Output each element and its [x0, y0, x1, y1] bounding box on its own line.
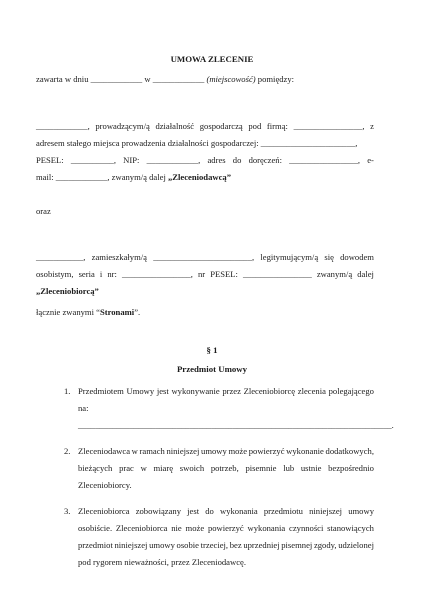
word: nie: [171, 523, 182, 533]
word: niniejszej: [166, 446, 200, 456]
word: umowy: [149, 540, 175, 550]
word: jest: [156, 386, 169, 396]
word: ________________,: [293, 121, 365, 131]
word: udzielonej: [338, 540, 374, 550]
word: ustnie: [300, 463, 322, 473]
word: wykonywanie: [171, 386, 220, 396]
parties-suffix: ”.: [134, 307, 141, 317]
word: zgody,: [313, 540, 337, 550]
word: zamieszkałym/ą: [91, 252, 147, 262]
word: ________________,: [289, 155, 361, 165]
word: e-: [367, 155, 374, 165]
word: osobie: [176, 540, 199, 550]
intro-prefix: zawarta w dniu: [36, 74, 91, 84]
word: się: [324, 252, 334, 262]
word: umowy: [201, 446, 227, 456]
section-symbol: § 1: [206, 345, 218, 355]
word: __________,: [70, 155, 116, 165]
oraz-text: oraz: [36, 206, 51, 216]
place-blank: ____________: [152, 74, 205, 84]
word: zwanym/ą: [316, 269, 353, 279]
word: Zleceniodawca: [78, 446, 131, 456]
parties-term: Stronami: [99, 307, 135, 317]
word: i: [99, 269, 103, 279]
word: zobowiązany: [135, 506, 182, 516]
word: pod: [248, 121, 262, 131]
word: zlecenia: [297, 386, 326, 396]
word: adres: [207, 155, 226, 165]
word: dalej: [357, 269, 374, 279]
word: w: [140, 463, 147, 473]
word: umowy: [348, 506, 374, 516]
contractor-line-2: adresem stałego miejsca prowadzenia działalności gospodarczej: ______________________,: [36, 138, 358, 148]
word: ramach: [139, 446, 165, 456]
word: powierzyć: [248, 446, 285, 456]
word: legitymującym/ą: [260, 252, 319, 262]
word: wykonanie: [286, 446, 324, 456]
contractor-line-4: [36, 172, 231, 183]
word: NIP:: [123, 155, 140, 165]
word: bezpośrednio: [328, 463, 374, 473]
word: doręczeń:: [248, 155, 282, 165]
word: ___________,: [36, 252, 86, 262]
word: przez: [222, 386, 241, 396]
item-3-line-2: [78, 523, 374, 534]
word: seria: [78, 269, 95, 279]
contractee-role: [36, 286, 99, 297]
word: może: [228, 446, 248, 456]
item-3-number: 3.: [64, 506, 71, 516]
item-3-line-1: [78, 506, 374, 517]
parties-prefix: łącznie zwanymi “: [36, 307, 100, 317]
word: miarę: [153, 463, 174, 473]
contractee-line-1: [36, 252, 374, 263]
word: lub: [283, 463, 295, 473]
contractee-line-2: [36, 269, 374, 280]
word: potrzeb,: [210, 463, 239, 473]
word: Przedmiotem: [78, 386, 124, 396]
contractor-line-3: [36, 155, 374, 166]
word: niniejszej: [309, 506, 343, 516]
word: prac: [119, 463, 134, 473]
word: stanowiących: [327, 523, 374, 533]
word: firmą:: [266, 121, 288, 131]
word: PESEL:: [210, 269, 238, 279]
word: dodatkowych,: [325, 446, 374, 456]
section-heading: Przedmiot Umowy: [176, 364, 248, 374]
word: przedmiot: [78, 540, 113, 550]
word: z: [370, 121, 374, 131]
word: bez: [229, 540, 242, 550]
word: dowodem: [340, 252, 374, 262]
contractee-role-text: „Zleceniobiorcą”: [36, 286, 99, 296]
word: trzeciej,: [200, 540, 229, 550]
word: nr: [197, 269, 206, 279]
word: ________________: [242, 269, 312, 279]
word: powierzyć: [207, 523, 244, 533]
word: Zleceniobiorca: [78, 506, 130, 516]
word: ________________,: [121, 269, 193, 279]
item-3-line-4: pod rygorem nieważności, przez Zleceniodawcę.: [78, 557, 246, 567]
item-1-line-3: _________________________________________________________________________.: [78, 420, 394, 430]
item-2-line-1: [78, 446, 374, 457]
word: prowadzącym/ą: [95, 121, 150, 131]
word: gospodarczą: [199, 121, 243, 131]
word: swoich: [179, 463, 205, 473]
word: Zleceniobiorcę: [243, 386, 296, 396]
place-hint: (miejscowość): [206, 74, 256, 84]
word: polegającego: [328, 386, 374, 396]
word: Umowy: [126, 386, 155, 396]
word: w: [131, 446, 138, 456]
word: czynności: [289, 523, 324, 533]
intro-mid: w: [142, 74, 153, 84]
word: ____________,: [146, 155, 201, 165]
word: wykonania: [219, 506, 258, 516]
word: działalność: [155, 121, 195, 131]
word: do: [205, 506, 214, 516]
word: wykonania: [247, 523, 286, 533]
word: pisemnej: [281, 540, 313, 550]
word: ____________,: [36, 121, 90, 131]
item-3-line-3: [78, 540, 374, 551]
word: _______________________,: [153, 252, 255, 262]
word: osobistym,: [36, 269, 74, 279]
word: osobiście.: [78, 523, 113, 533]
word: PESEL:: [36, 155, 64, 165]
item-1-line-1: [78, 386, 374, 397]
item-2-line-3: Zleceniobiorcy.: [78, 480, 132, 490]
intro-line: [36, 74, 294, 85]
word: jest: [187, 506, 200, 516]
parties-line: [36, 307, 140, 318]
word: Zleceniobiorca: [115, 523, 168, 533]
item-1-line-2: na:: [78, 403, 89, 413]
word: uprzedniej: [243, 540, 280, 550]
word: bieżących: [78, 463, 113, 473]
contractor-role: „Zleceniodawcą”: [167, 172, 231, 182]
word: pisemnie: [245, 463, 277, 473]
word: nr:: [107, 269, 117, 279]
word: przedmiotu: [263, 506, 303, 516]
item-1-number: 1.: [64, 386, 71, 396]
contractor-line-1: [36, 121, 374, 132]
word: do: [232, 155, 242, 165]
word: niniejszej: [114, 540, 148, 550]
document-title: UMOWA ZLECENIE: [170, 54, 254, 64]
item-2-number: 2.: [64, 446, 71, 456]
intro-suffix: pomiędzy:: [255, 74, 295, 84]
item-2-line-2: [78, 463, 374, 474]
word: może: [185, 523, 205, 533]
contractor-line-4-prefix: mail: ____________, zwanym/ą dalej: [36, 172, 168, 182]
date-blank: ____________: [90, 74, 143, 84]
